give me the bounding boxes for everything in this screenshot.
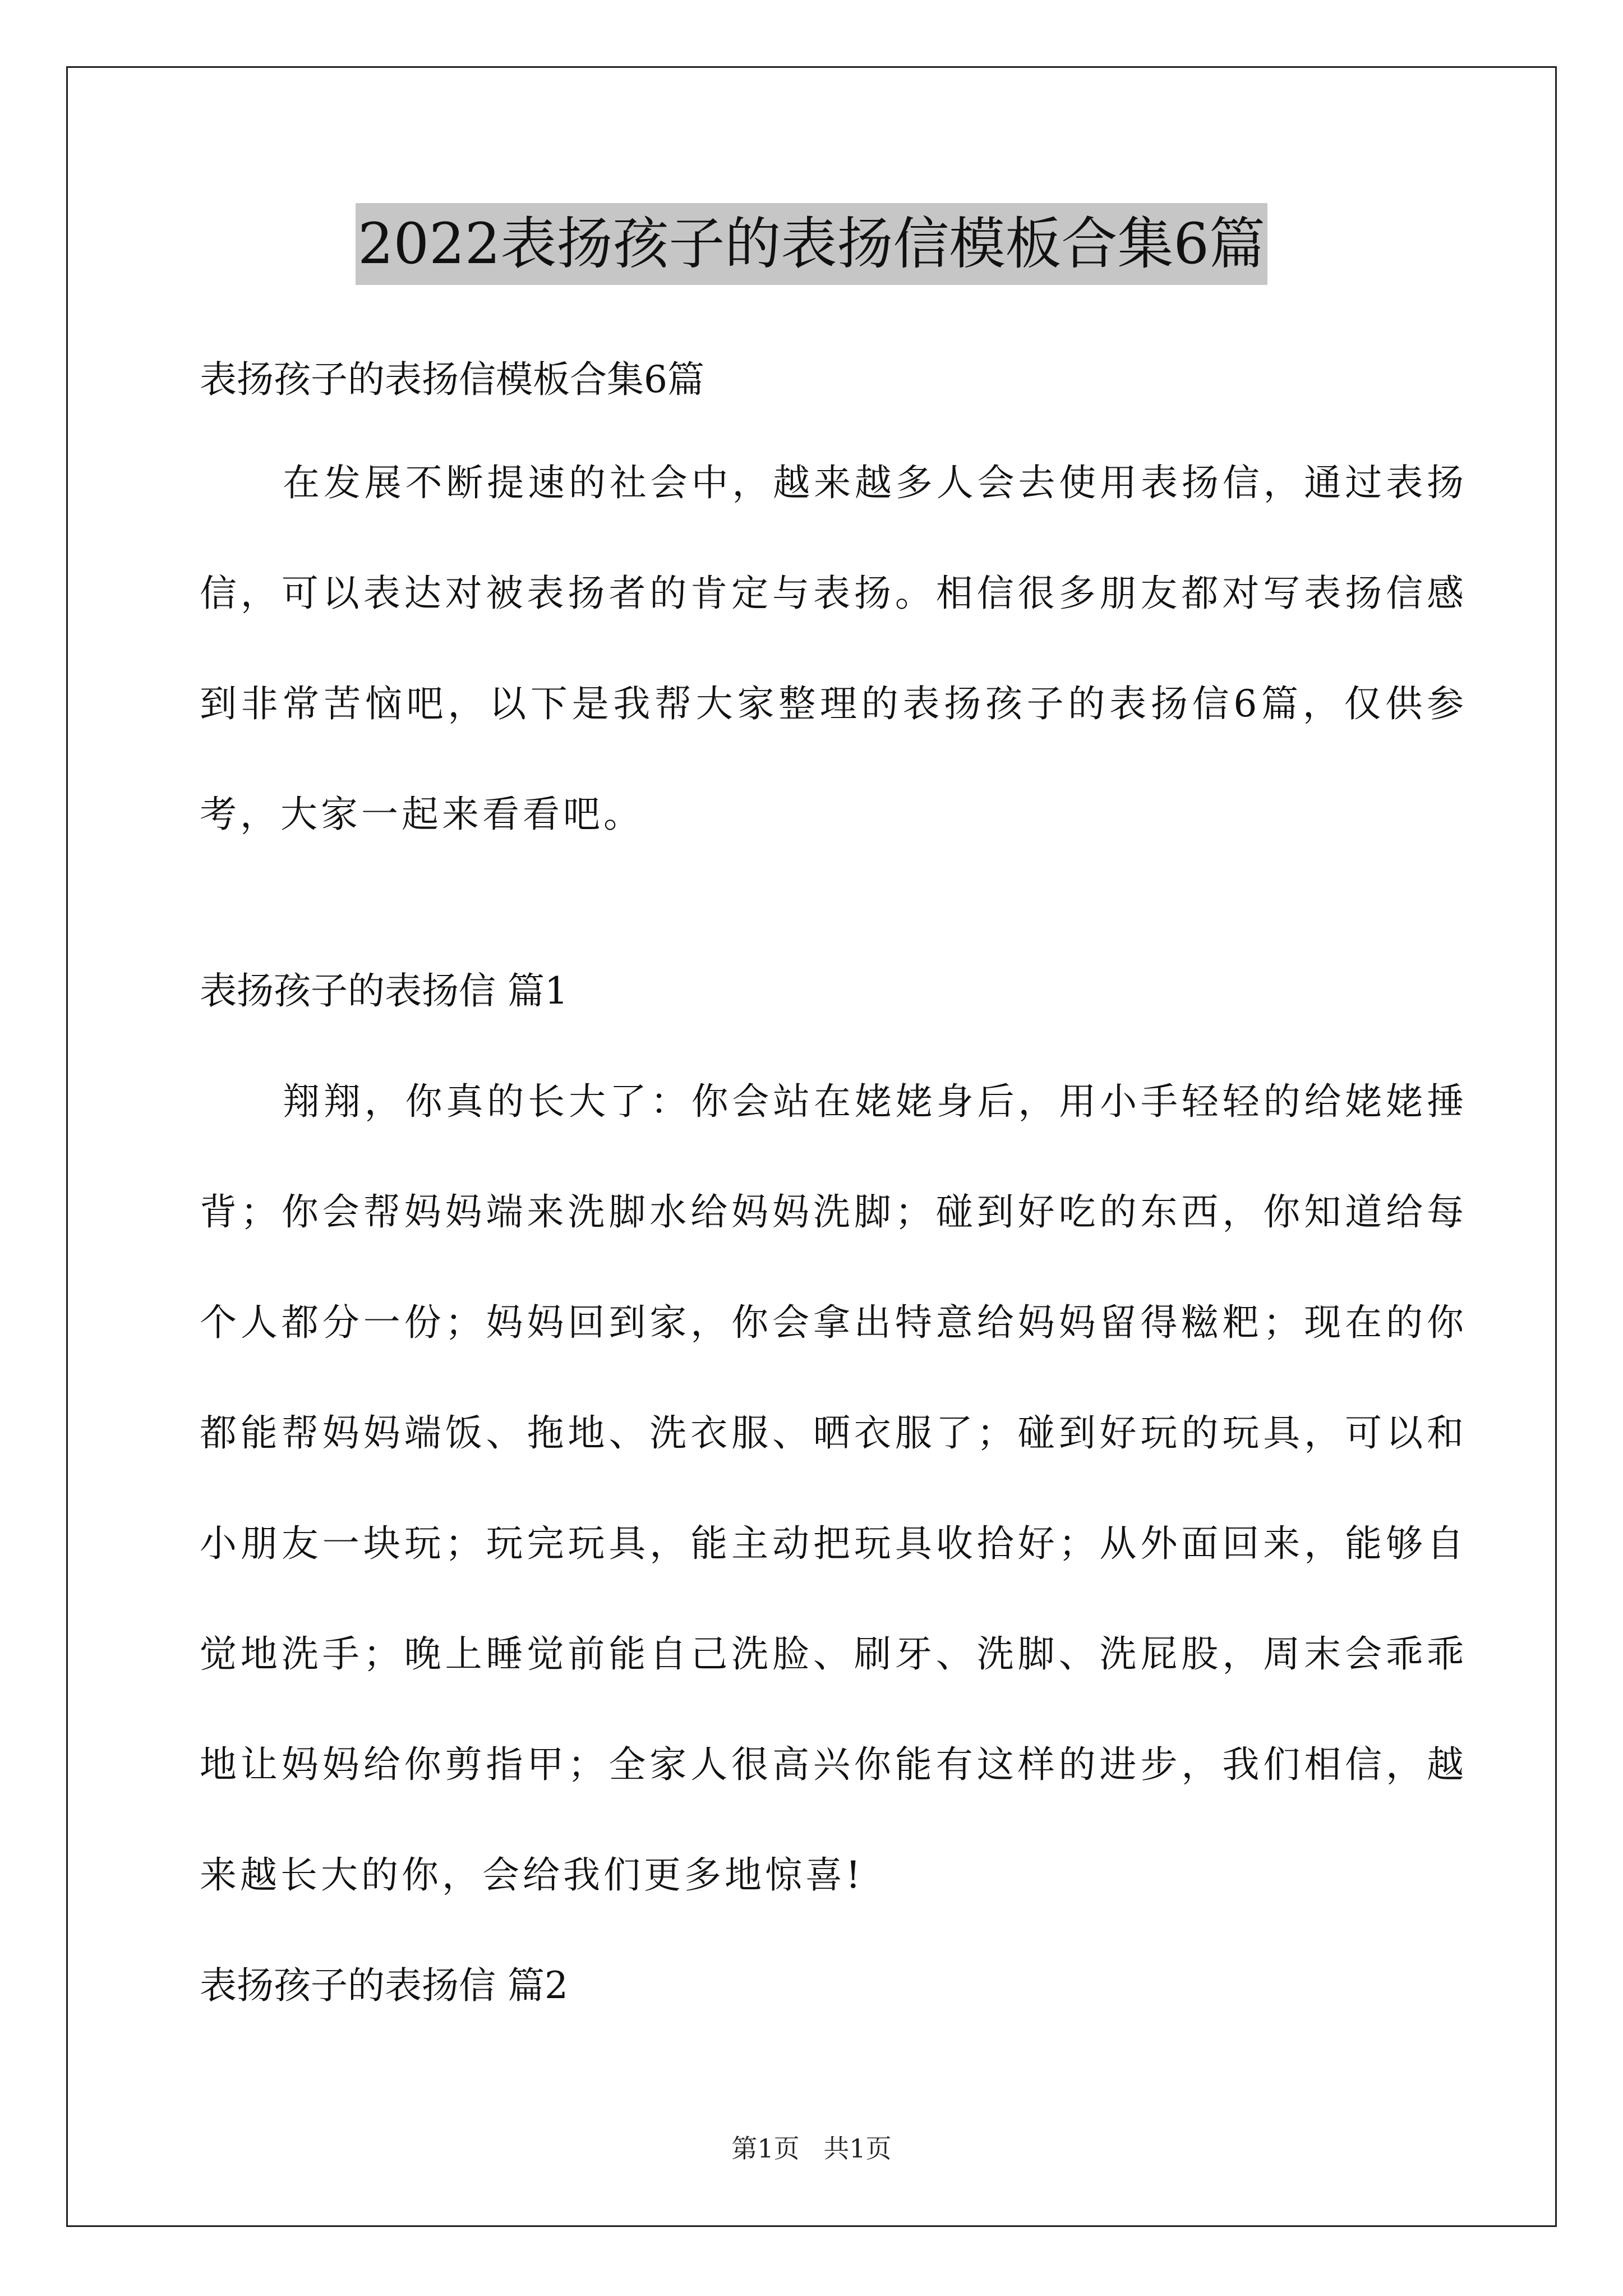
section-body-1: 翔翔，你真的长大了：你会站在姥姥身后，用小手轻轻的给姥姥捶背；你会帮妈妈端来洗脚水给妈妈洗脚；碰到好吃的东西，你知道给每个人都分一份；妈妈回到家，你会拿出特意给妈妈留得糍粑；现在的你都能帮妈妈端饭、拖地、洗衣服、晒衣服了；碰到好玩的玩具，可以和小朋友一块玩；玩完玩具，能主动把玩具收拾好；从外面回来，能够自觉地洗手；晚上睡觉前能自己洗脸、刷牙、洗脚、洗屁股，周末会乖乖地让妈妈给你剪指甲；全家人很高兴你能有这样的进步，我们相信，越来越长大的你，会给我们更多地惊喜!: [200, 1080, 1467, 1897]
document-body: [200, 332, 1467, 2041]
section-spacer: [200, 869, 1467, 936]
document-title: 2022表扬孩子的表扬信模板合集6篇: [356, 203, 1267, 285]
section-heading-2: 表扬孩子的表扬信 篇2: [200, 1964, 568, 2007]
document-subtitle: 表扬孩子的表扬信模板合集6篇: [200, 358, 704, 401]
page-number: 第1页: [731, 2133, 800, 2164]
title-container: [0, 203, 1623, 285]
page-total: 共1页: [823, 2133, 892, 2164]
page-footer: [0, 2132, 1623, 2165]
intro-paragraph: 在发展不断提速的社会中，越来越多人会去使用表扬信，通过表扬信，可以表达对被表扬者的肯定与表扬。相信很多朋友都对写表扬信感到非常苦恼吧，以下是我帮大家整理的表扬孩子的表扬信6篇，仅供参考，大家一起来看看吧。: [200, 461, 1467, 836]
section-heading-1: 表扬孩子的表扬信 篇1: [200, 969, 568, 1013]
